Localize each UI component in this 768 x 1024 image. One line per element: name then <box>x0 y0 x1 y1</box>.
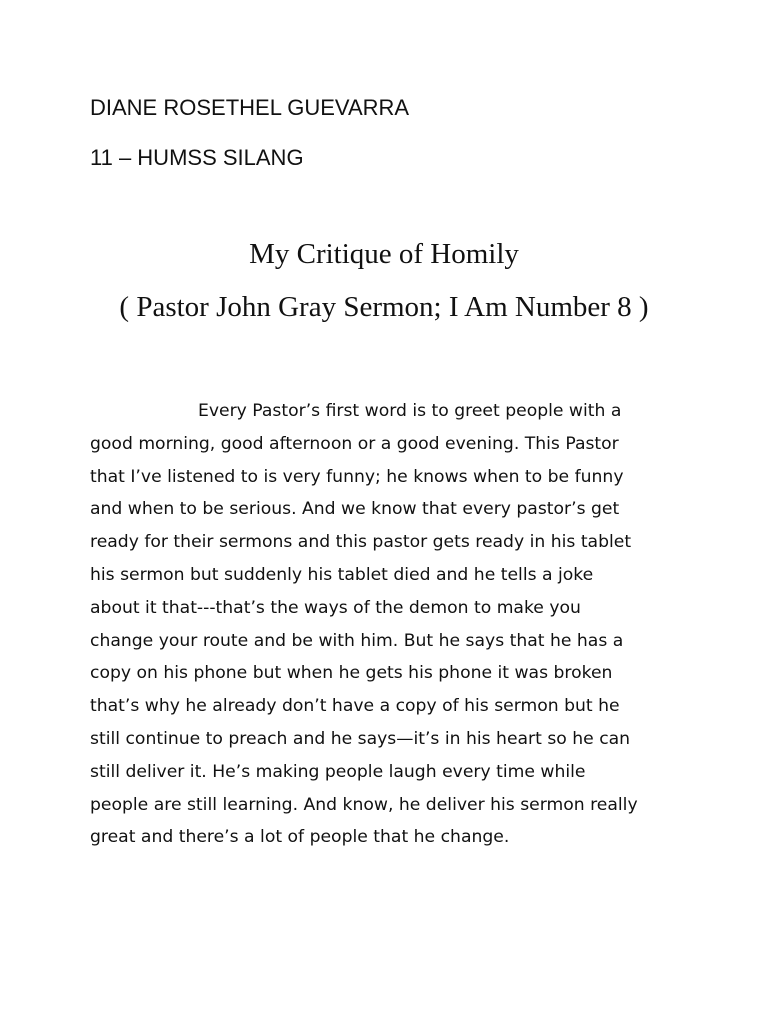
class-section: 11 – HUMSS SILANG <box>90 145 304 170</box>
body-line: people are still learning. And know, he deliver his sermon really <box>90 794 638 815</box>
body-line: copy on his phone but when he gets his phone it was broken <box>90 663 613 684</box>
document-title: My Critique of Homily <box>249 238 519 270</box>
author-name: DIANE ROSETHEL GUEVARRA <box>90 95 410 120</box>
body-line: his sermon but suddenly his tablet died and he tells a joke <box>90 564 594 585</box>
body-line: change your route and be with him. But he says that he has a <box>90 630 624 651</box>
body-line: Every Pastor’s first word is to greet people with a <box>198 401 622 421</box>
body-line: about it that---that’s the ways of the demon to make you <box>90 597 581 618</box>
body-paragraph <box>90 395 690 854</box>
body-line: great and there’s a lot of people that he change. <box>90 827 510 848</box>
body-line: still continue to preach and he says—it’s in his heart so he can <box>90 728 631 749</box>
body-line: still deliver it. He’s making people laugh every time while <box>90 761 586 782</box>
body-line: good morning, good afternoon or a good evening. This Pastor <box>90 433 619 454</box>
document-subtitle: ( Pastor John Gray Sermon; I Am Number 8 ) <box>119 291 649 323</box>
body-line: and when to be serious. And we know that every pastor’s get <box>90 499 620 520</box>
body-line: ready for their sermons and this pastor gets ready in his tablet <box>90 532 632 553</box>
body-line: that’s why he already don’t have a copy of his sermon but he <box>90 696 620 717</box>
body-line: that I’ve listened to is very funny; he knows when to be funny <box>90 466 624 487</box>
